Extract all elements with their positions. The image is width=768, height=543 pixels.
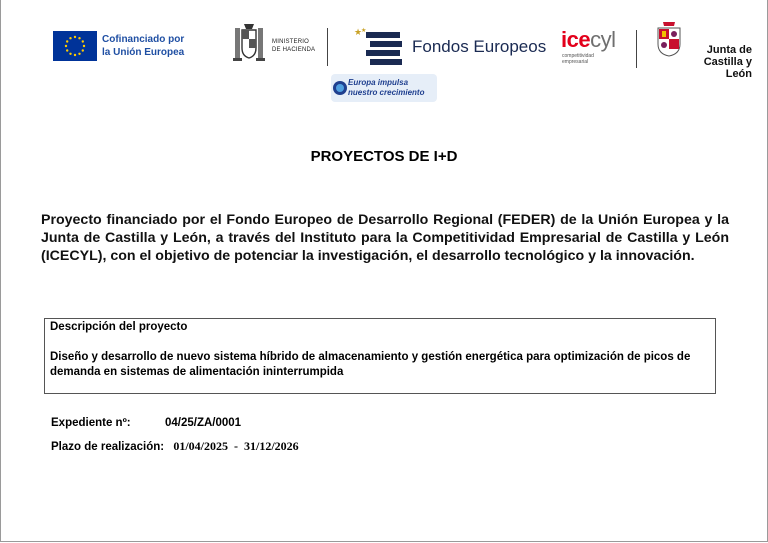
eu-star	[69, 53, 71, 55]
eu-star	[83, 45, 85, 47]
eu-star	[66, 49, 68, 51]
junta-castilla-leon-text: Junta de Castilla y León	[703, 44, 752, 80]
eu-cofinanciado-text: Cofinanciado por la Unión Europea	[102, 34, 185, 58]
intro-paragraph: Proyecto financiado por el Fondo Europeo de Desarrollo Regional (FEDER) de la Unión Europea y la Junta de Castilla y León, a través del Instituto para la Competitividad Empresarial de Castilla y León (ICECYL), con el objetivo de potenciar la investigación, el desarrollo tecnológico y la innovación.	[41, 212, 729, 264]
fondos-europeos-icon	[352, 26, 408, 68]
svg-text:★: ★	[361, 27, 367, 34]
description-label: Descripción del proyecto	[50, 321, 188, 333]
description-box	[44, 318, 716, 394]
plazo-value: 01/04/2025 - 31/12/2026	[173, 439, 299, 453]
logo-separator	[636, 30, 637, 68]
spain-coat-of-arms-icon	[231, 22, 267, 66]
expediente-value: 04/25/ZA/0001	[165, 417, 242, 429]
eu-star	[66, 40, 68, 42]
page-title: PROYECTOS DE I+D	[310, 148, 458, 165]
ministerio-hacienda-text: MINISTERIO DE HACIENDA	[272, 39, 316, 53]
eu-star	[82, 40, 84, 42]
logo-separator	[327, 28, 328, 66]
eu-star	[78, 53, 80, 55]
plazo-row	[51, 439, 299, 454]
icecyl-subtitle: competitividad empresarial	[562, 53, 594, 65]
castilla-leon-shield-icon	[655, 20, 683, 58]
fondos-europeos-text: Fondos Europeos	[412, 37, 547, 56]
eu-star	[74, 54, 76, 56]
expediente-label: Expediente nº:	[51, 417, 131, 429]
plazo-label: Plazo de realización:	[51, 441, 165, 453]
eu-star	[74, 36, 76, 38]
description-text: Diseño y desarrollo de nuevo sistema híbrido de almacenamiento y gestión energética para optimización de picos de demanda en sistemas de alimentación ininterrumpida	[50, 351, 691, 378]
europa-impulsa-text: Europa impulsa nuestro crecimiento	[348, 78, 425, 97]
svg-text:★: ★	[354, 28, 363, 38]
eu-star	[78, 37, 80, 39]
eu-star	[82, 49, 84, 51]
eu-flag-icon	[53, 31, 97, 61]
eu-star	[69, 37, 71, 39]
icecyl-logo: icecyl	[561, 27, 616, 52]
eu-star	[65, 45, 67, 47]
expediente-row	[51, 417, 242, 429]
